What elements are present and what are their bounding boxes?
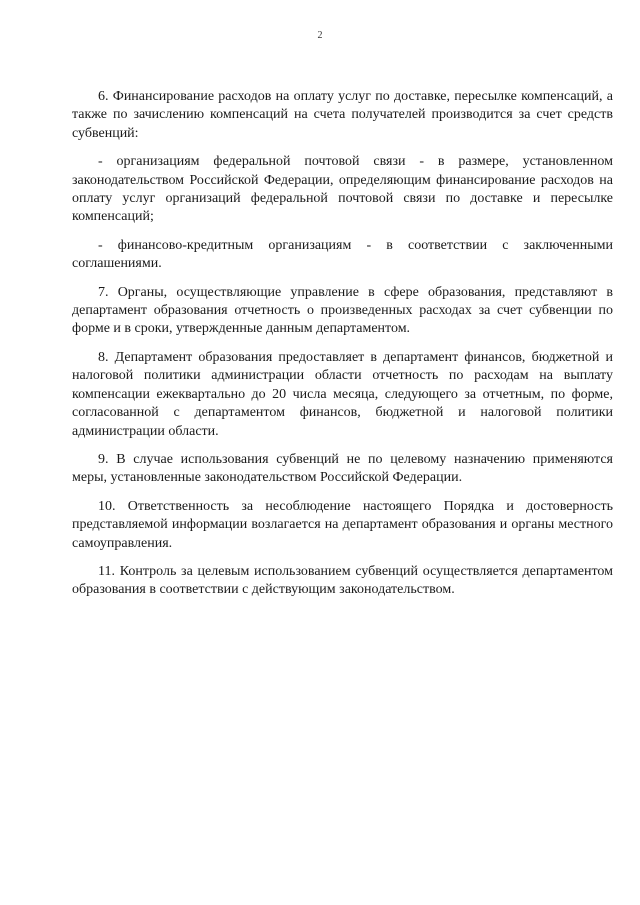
document-body: [72, 88, 613, 600]
paragraph-6-postal: - организациям федеральной почтовой связи - в размере, установленном законодательством Российской Федерации, определяющим финансирование расходов на оплату услуг организаций федеральной почтовой связи по доставке и пересылке компенсаций;: [72, 154, 613, 225]
paragraph-7: 7. Органы, осуществляющие управление в сфере образования, представляют в департамент образования отчетность о произведенных расходах за счет субвенции по форме и в сроки, утвержденные данным департаментом.: [72, 284, 613, 337]
paragraph-11: 11. Контроль за целевым использованием субвенций осуществляется департаментом образования в соответствии с действующим законодательством.: [72, 563, 613, 598]
paragraph-6-credit: - финансово-кредитным организациям - в соответствии с заключенными соглашениями.: [72, 237, 613, 272]
page-number: 2: [317, 30, 323, 41]
paragraph-8: 8. Департамент образования предоставляет в департамент финансов, бюджетной и налоговой политики администрации области отчетность по расходам на выплату компенсации ежеквартально до 20 числа месяца, следующего за отчетным, по форме, согласованной с департаментом финансов, бюджетной и налоговой политики администрации области.: [72, 349, 613, 439]
paragraph-6: 6. Финансирование расходов на оплату услуг по доставке, пересылке компенсаций, а также по зачислению компенсаций на счета получателей производится за счет средств субвенций:: [72, 89, 613, 141]
paragraph-9: 9. В случае использования субвенций не по целевому назначению применяются меры, установленные законодательством Российской Федерации.: [72, 451, 613, 486]
paragraph-10: 10. Ответственность за несоблюдение настоящего Порядка и достоверность представляемой информации возлагается на департамент образования и органы местного самоуправления.: [72, 498, 613, 551]
